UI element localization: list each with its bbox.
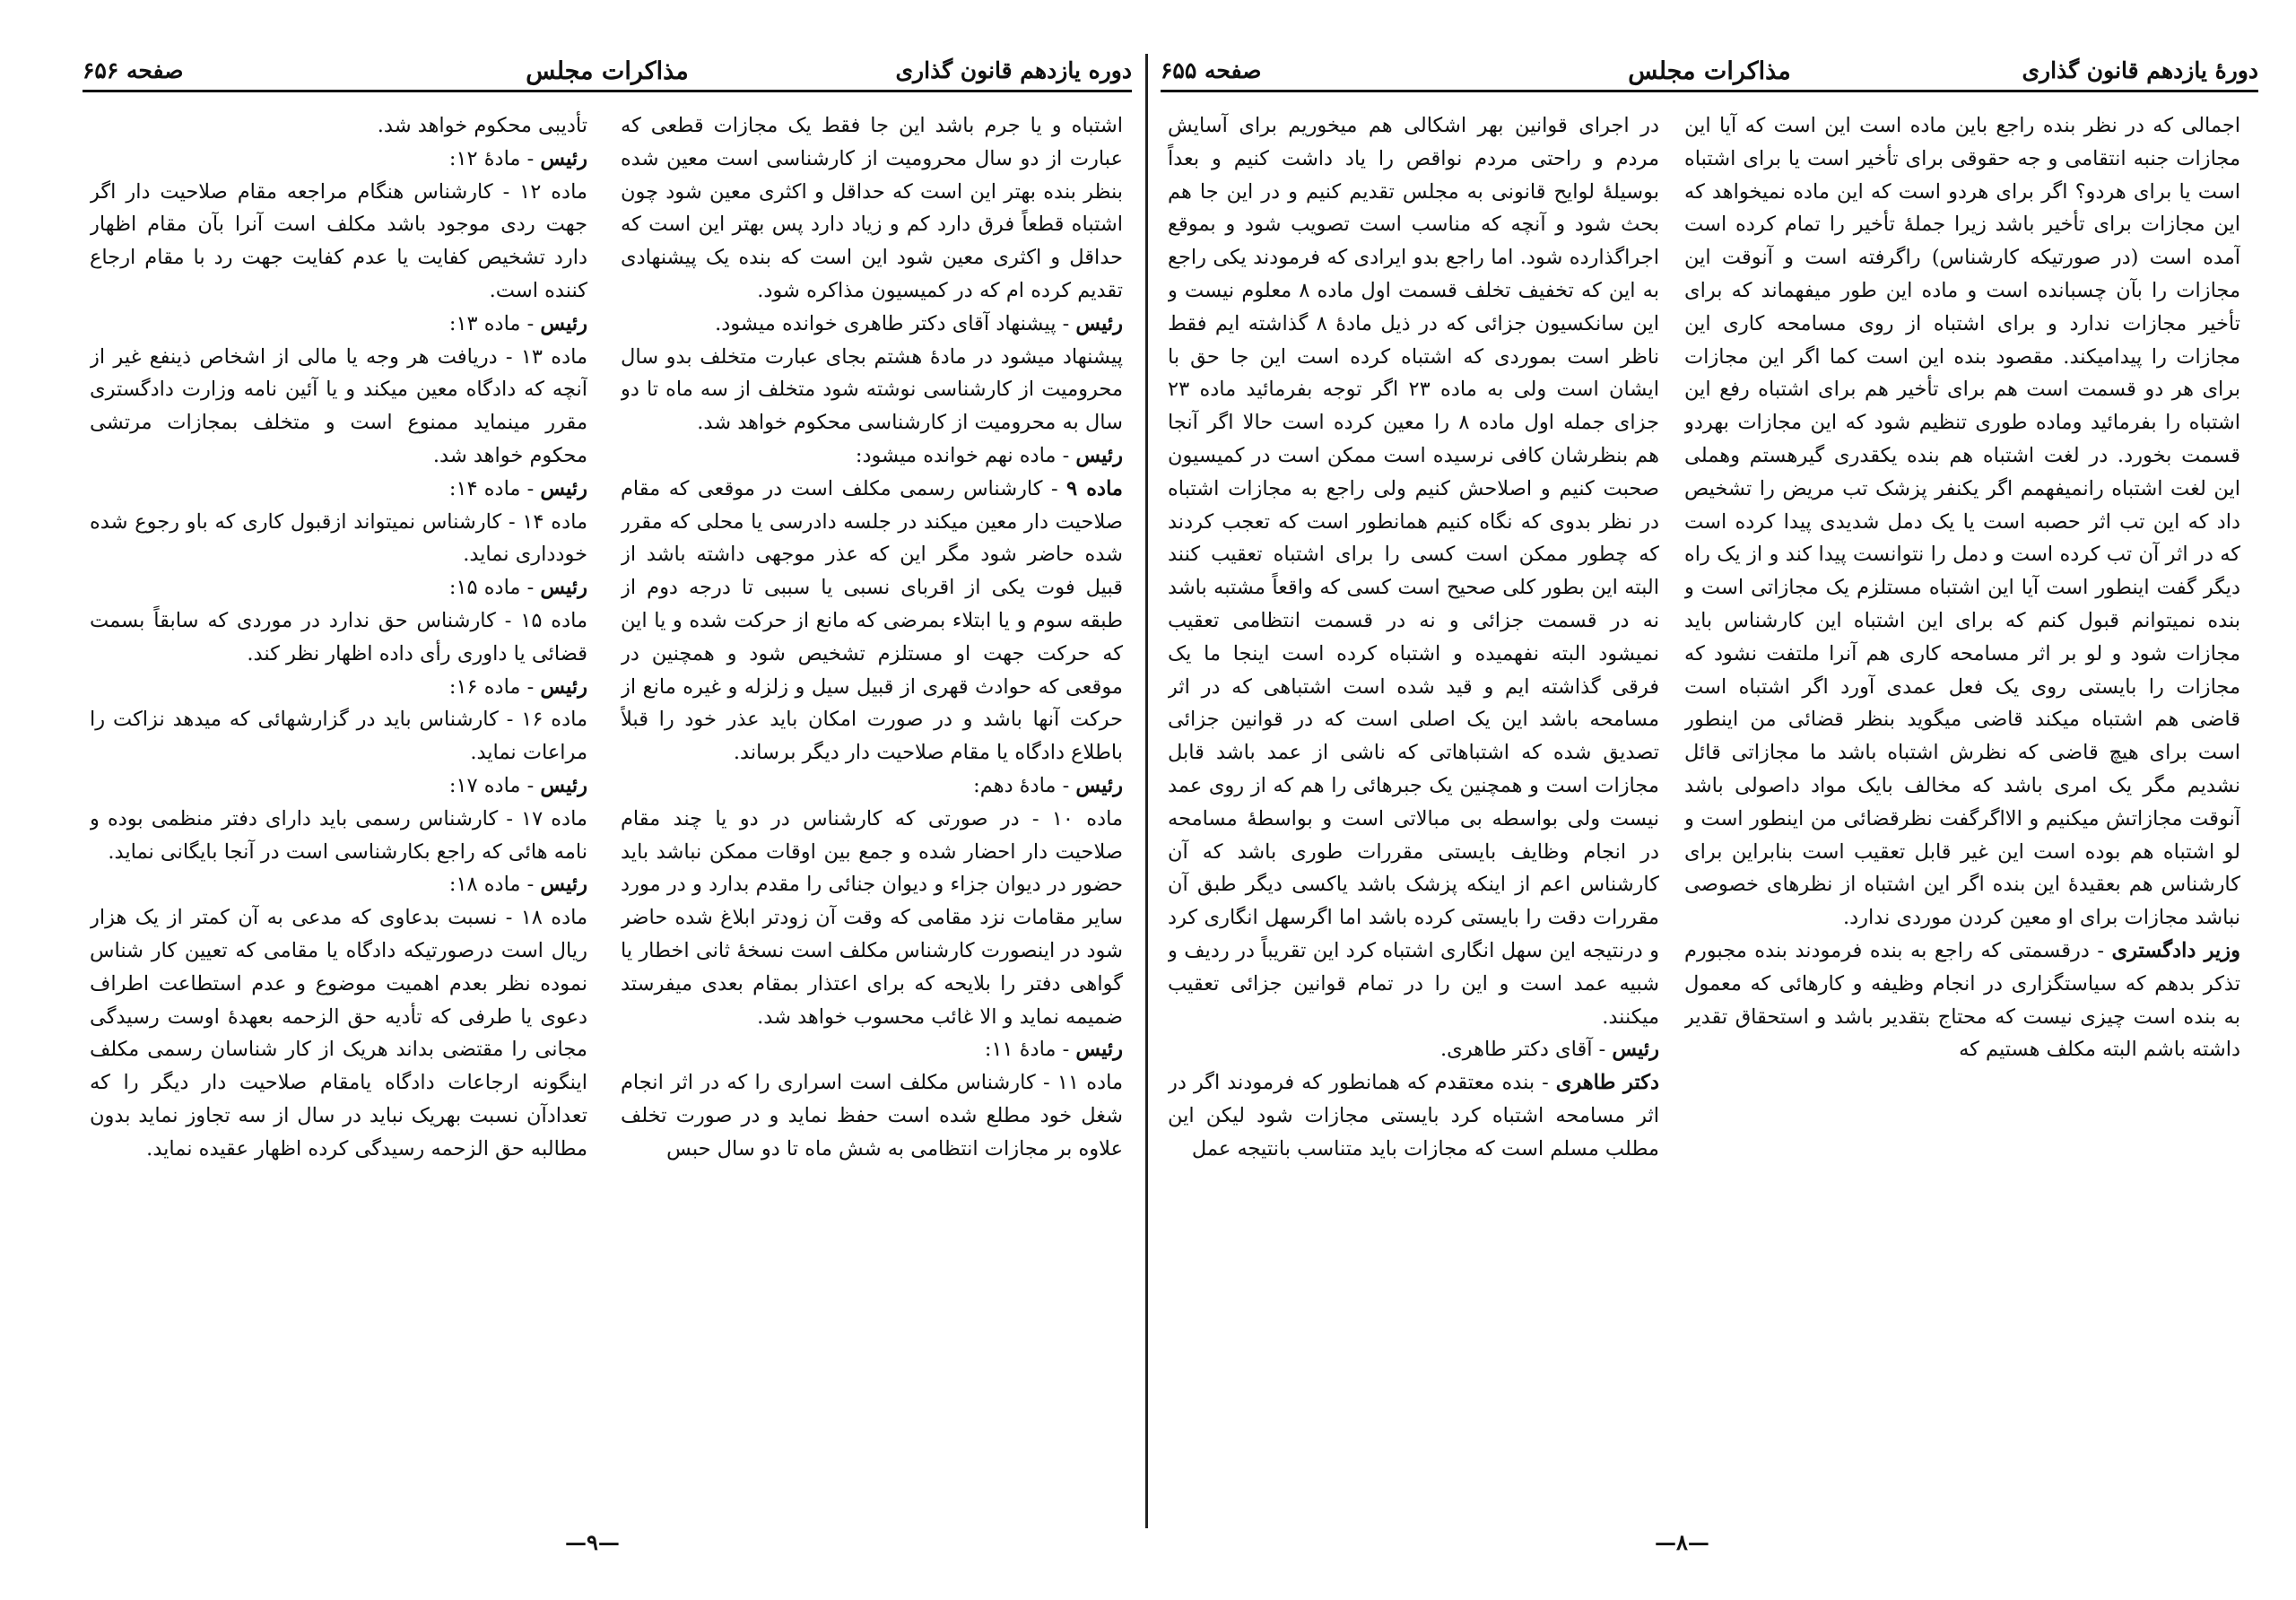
speaker-name: رئیس xyxy=(540,146,587,170)
speaker-name: ماده ۹ xyxy=(1066,476,1123,500)
speaker-paragraph xyxy=(621,308,1123,341)
page-655 xyxy=(1148,0,2296,1600)
speaker-name: وزیر دادگستری xyxy=(2111,938,2240,962)
speaker-paragraph xyxy=(1168,1033,1659,1066)
speaker-name: رئیس xyxy=(540,773,587,797)
speaker-name: رئیس xyxy=(540,873,587,897)
body-paragraph: تأدیبی محکوم خواهد شد. xyxy=(377,114,587,137)
speaker-paragraph xyxy=(90,308,587,341)
page-header xyxy=(83,54,1132,92)
speech-text: - پیشنهاد آقای دکتر طاهری خوانده میشود. xyxy=(715,311,1076,335)
speaker-paragraph xyxy=(621,1033,1123,1066)
speaker-paragraph xyxy=(90,571,587,604)
speech-text: - مادهٔ ۱۱: xyxy=(984,1038,1076,1062)
page-folio: —۹— xyxy=(565,1529,620,1555)
speaker-paragraph xyxy=(1684,935,2240,1066)
speaker-paragraph xyxy=(90,143,587,176)
speaker-paragraph xyxy=(621,473,1123,770)
speaker-paragraph xyxy=(90,868,587,901)
speaker-name: رئیس xyxy=(540,576,587,600)
body-paragraph: ماده ۱۰ - در صورتی که کارشناس در دو یا چند مقام صلاحیت دار احضار شده و جمع بین اوقات ممکن نباشد باید حضور در دیوان جزاء و دیوان جنائی را مقدم بدارد و در مورد سایر مقامات نزد مقامی که وقت آن زودتر ابلاغ شده حاضر شود در اینصورت کارشناس مکلف است نسخهٔ ثانی اخطار یا گواهی دفتر را بلایحه که برای اعتذار بمقام بعدی میفرستد ضمیمه نماید و الا غائب محسوب خواهد شد. xyxy=(621,806,1123,1029)
speaker-paragraph xyxy=(90,671,587,704)
speech-text: - مادهٔ ۱۲: xyxy=(448,146,541,170)
header-volume: دوره یازدهم قانون گذاری xyxy=(895,57,1132,83)
speaker-name: رئیس xyxy=(540,674,587,699)
speech-text: - ماده ۱۶: xyxy=(448,674,541,699)
header-page-number: صفحه ۶۵۶ xyxy=(83,57,184,83)
text-column-right xyxy=(1684,109,2240,1509)
speaker-paragraph xyxy=(90,770,587,803)
speech-text: - ماده ۱۴: xyxy=(448,476,541,500)
header-title: مذاکرات مجلس xyxy=(526,57,689,85)
speech-text: - کارشناس رسمی مکلف است در موقعی که مقام صلاحیت دار معین میکند در جلسه دادرسی یا محلی که مقرر شده حاضر شود مگر این که عذر موجهی داشته باشد از قبیل فوت یکی از اقربای نسبی یا سببی تا درجه دوم از طبقه سوم و یا ابتلاء بمرضی که مانع از حرکت شده و یا این که حرکت جهت او مستلزم تشخیص شود و همچنین در موقعی که حوادث قهری از قبیل سیل و زلزله و غیره مانع از حرکت آنها باشد و در صورت امکان باید عذر خود را قبلاً باطلاع دادگاه یا مقام صلاحیت دار دیگر برساند. xyxy=(621,476,1123,765)
speaker-paragraph xyxy=(1168,1066,1659,1165)
header-volume: دورهٔ یازدهم قانون گذاری xyxy=(2022,57,2258,83)
speech-text: - آقای دکتر طاهری. xyxy=(1439,1038,1613,1062)
speaker-name: دکتر طاهری xyxy=(1555,1071,1659,1095)
body-paragraph: اشتباه و یا جرم باشد این جا فقط یک مجازات قطعی که عبارت از دو سال محرومیت از کارشناسی است معین شده بنظر بنده بهتر این است که حداقل و اکثری معین شود چون اشتباه قطعاً فرق دارد کم و زیاد دارد پس بهتر این است که حداقل و اکثری معین شود این است که بنده یک پیشنهادی تقدیم کرده ام که در کمیسیون مذاکره شود. xyxy=(621,114,1123,302)
speech-text: - ماده ۱۳: xyxy=(448,311,541,335)
body-paragraph: ماده ۱۲ - کارشناس هنگام مراجعه مقام صلاحیت دار اگر جهت ردی موجود باشد مکلف است آنرا بآن مقام اظهار دارد تشخیص کفایت یا عدم کفایت جهت رد با مقام ارجاع کننده است. xyxy=(90,179,587,302)
body-paragraph: ماده ۱۳ - دریافت هر وجه یا مالی از اشخاص ذینفع غیر از آنچه که دادگاه معین میکند و یا آئین نامه وزارت دادگستری مقرر مینماید ممنوع است و متخلف بمجازات مرتشی محکوم خواهد شد. xyxy=(90,344,587,467)
body-paragraph: ماده ۱۱ - کارشناس مکلف است اسراری را که در اثر انجام شغل خود مطلع شده است حفظ نماید و در صورت تخلف علاوه بر مجازات انتظامی به شش ماه تا دو سال حبس xyxy=(621,1071,1123,1161)
speech-text: - مادهٔ دهم: xyxy=(973,773,1076,797)
text-column-right xyxy=(621,109,1123,1509)
body-paragraph: ماده ۱۶ - کارشناس باید در گزارشهائی که میدهد نزاکت را مراعات نماید. xyxy=(90,708,587,765)
body-paragraph: ماده ۱۴ - کارشناس نمیتواند ازقبول کاری که باو رجوع شده خودداری نماید. xyxy=(90,509,587,567)
body-paragraph: ماده ۱۵ - کارشناس حق ندارد در موردی که سابقاً بسمت قضائی یا داوری رأی داده اظهار نظر کند. xyxy=(90,608,587,665)
speech-text: - درقسمتی که راجع به بنده فرمودند بنده مجبورم تذکر بدهم که سیاستگزاری در انجام وظیفه و کارهائی که معمول به بنده است چیزی نیست که محتاج بتقدیر باشد و استحقاق تقدیر داشته باشم البته مکلف هستیم که xyxy=(1684,938,2240,1062)
speaker-name: رئیس xyxy=(1612,1038,1659,1062)
body-paragraph: در اجرای قوانین بهر اشکالی هم میخوریم برای آسایش مردم و راحتی مردم نواقص را یاد داشت کنیم و بعداً بوسیلهٔ لوایح قانونی به مجلس تقدیم کنیم و در این جا هم بحث شود و آنچه که مناسب است تصویب شود و بموقع اجراگذارده شود. اما راجع بدو ایرادی که فرمودند یکی راجع به این که تخفیف تخلف قسمت اول ماده ۸ معلوم نیست و این سانکسیون جزائی که در ذیل مادهٔ ۸ گذاشته ایم فقط ناظر است بموردی که اشتباه کرده است این جا حق با ایشان است ولی به ماده ۲۳ اگر توجه بفرمائید ماده ۲۳ جزای جمله اول ماده ۸ را معین کرده است حالا اگر آنجا هم بنظرشان کافی نرسیده است ممکن است در کمیسیون صحبت کنیم و اصلاحش کنیم ولی راجع به مجازات اشتباه در نظر بدوی که نگاه کنیم همانطور است که تعجب کردند که چطور ممکن است کسی را برای اشتباه تعقیب کنند البته این بطور کلی صحیح است کسی که واقعاً مشتبه باشد نه در قسمت جزائی و نه در قسمت انتظامی تعقیب نمیشود البته نفهمیده و اشتباه کرده است اینجا ما یک فرقی گذاشته ایم و قید شده است اشتباهی که در اثر مسامحه باشد این یک اصلی است که در قوانین جزائی تصدیق شده که اشتباهاتی که ناشی از عمد باشد قابل مجازات است و همچنین یک جبرهائی را هم که از روی عمد نیست ولی بواسطه بی مبالاتی است و بواسطهٔ مسامحه در انجام وظایف بایستی مقررات طوری باشد که آن کارشناس اعم از اینکه پزشک باشد یاکسی دیگر طبق آن مقررات دقت را بایستی کرده باشد اما اگرسهل انگاری کرد و درنتیجه این سهل انگاری اشتباه کرد این تقریباً در ردیف و شبیه عمد است و این را در تمام قوانین جزائی تعقیب میکنند. xyxy=(1168,114,1659,1029)
speaker-name: رئیس xyxy=(540,476,587,500)
speaker-paragraph xyxy=(90,473,587,506)
speaker-paragraph xyxy=(621,439,1123,473)
speech-text: - ماده ۱۵: xyxy=(448,576,541,600)
speaker-name: رئیس xyxy=(1075,773,1123,797)
text-column-left xyxy=(1168,109,1659,1509)
page-header xyxy=(1161,54,2258,92)
header-page-number: صفحه ۶۵۵ xyxy=(1161,57,1262,83)
header-title: مذاکرات مجلس xyxy=(1628,57,1791,85)
speech-text: - ماده ۱۷: xyxy=(448,773,541,797)
speech-text: - ماده ۱۸: xyxy=(448,873,541,897)
speaker-paragraph xyxy=(621,770,1123,803)
body-paragraph: ماده ۱۷ - کارشناس رسمی باید دارای دفتر منظمی بوده و نامه هائی که راجع بکارشناسی است در آنجا بایگانی نماید. xyxy=(90,806,587,864)
speech-text: - ماده نهم خوانده میشود: xyxy=(855,443,1076,467)
speaker-name: رئیس xyxy=(1075,311,1123,335)
speaker-name: رئیس xyxy=(1075,1038,1123,1062)
speech-text: - بنده معتقدم که همانطور که فرمودند اگر در اثر مسامحه اشتباه کرد بایستی مجازات شود لیکن این مطلب مسلم است که مجازات باید متناسب بانتیجه عمل xyxy=(1168,1071,1659,1161)
speaker-name: رئیس xyxy=(1075,443,1123,467)
text-column-left xyxy=(90,109,587,1509)
body-paragraph: اجمالی که در نظر بنده راجع باین ماده است این است که آیا این مجازات جنبه انتقامی و جه حقوقی برای تأخیر است یا برای اشتباه است یا برای هردو؟ اگر برای هردو است که این ماده نمیخواهد که این مجازات برای تأخیر باشد زیرا جملهٔ تأخیر را تمام کرده است آمده است (در صورتیکه کارشناس) راگرفته است و آنوقت این مجازات را بآن چسبانده است و ماده این طور میفهماند که برای تأخیر مجازات ندارد و برای اشتباه از روی مسامحه کاری این مجازات را پیدامیکند. مقصود بنده این است کما اگر این مجازات برای هر دو قسمت است هم برای تأخیر هم برای اشتباه رفع این اشتباه را بفرمائید وماده طوری تنظیم شود که این مجازات بهردو قسمت بخورد. در لغت اشتباه هم بنده یکقدری گیرهستم وهملی این لغت اشتباه رانمیفهمم اگر یکنفر پزشک تب مریض را تشخیص داد که این تب اثر حصبه است یا یک دمل شدیدی پیدا کرده است که در اثر آن تب کرده است و دمل را نتوانست پیدا کند و از یک راه دیگر گفت اینطور است آیا این اشتباه مستلزم یک مجازاتی است و بنده نمیتوانم قبول کنم که برای این اشتباه این کارشناس باید مجازات شود و لو بر اثر مسامحه کاری هم آنرا ملتفت نشود که مجازات را بایستی روی یک فعل عمدی آورد اگر اشتباه است قاضی هم اشتباه میکند قاضی میگوید بنظر قضائی من اینطور است برای هیچ قاضی که نظرش اشتباه باشد ما مجازاتی قائل نشدیم مگر یک امری باشد که مخالف بایک مواد داصولی باشد آنوقت مجازاتش میکنیم و الااگرگفت نظرقضائی من اینطور است و لو اشتباه هم بوده است این غیر قابل تعقیب است بنابراین برای کارشناس هم بعقیدهٔ این بنده اگر این اشتباه از نظرهای خصوصی نباشد مجازات برای او معین کردن موردی ندارد. xyxy=(1684,114,2240,930)
speaker-name: رئیس xyxy=(540,311,587,335)
body-paragraph: ماده ۱۸ - نسبت بدعاوی که مدعی به آن کمتر از یک هزار ریال است درصورتیکه دادگاه یا مقامی که تعیین کار شناس نموده نظر بعدم اهمیت موضوع و عدم استطاعت اطراف دعوی یا طرفی که تأدیه حق الزحمه بعهدهٔ اوست رسیدگی مجانی را مقتضی بداند هریک از کار شناسان رسمی مکلف اینگونه ارجاعات دادگاه یامقام صلاحیت دار دیگر را که تعدادآن نسبت بهریک نباید در سال از سه تجاوز نماید بدون مطالبه حق الزحمه رسیدگی کرده اظهار عقیده نماید. xyxy=(90,906,587,1161)
body-paragraph: پیشنهاد میشود در مادهٔ هشتم بجای عبارت متخلف بدو سال محرومیت از کارشناسی نوشته شود متخلف از سه ماه تا دو سال به محرومیت از کارشناسی محکوم خواهد شد. xyxy=(621,344,1123,435)
page-folio: —۸— xyxy=(1655,1529,1709,1555)
